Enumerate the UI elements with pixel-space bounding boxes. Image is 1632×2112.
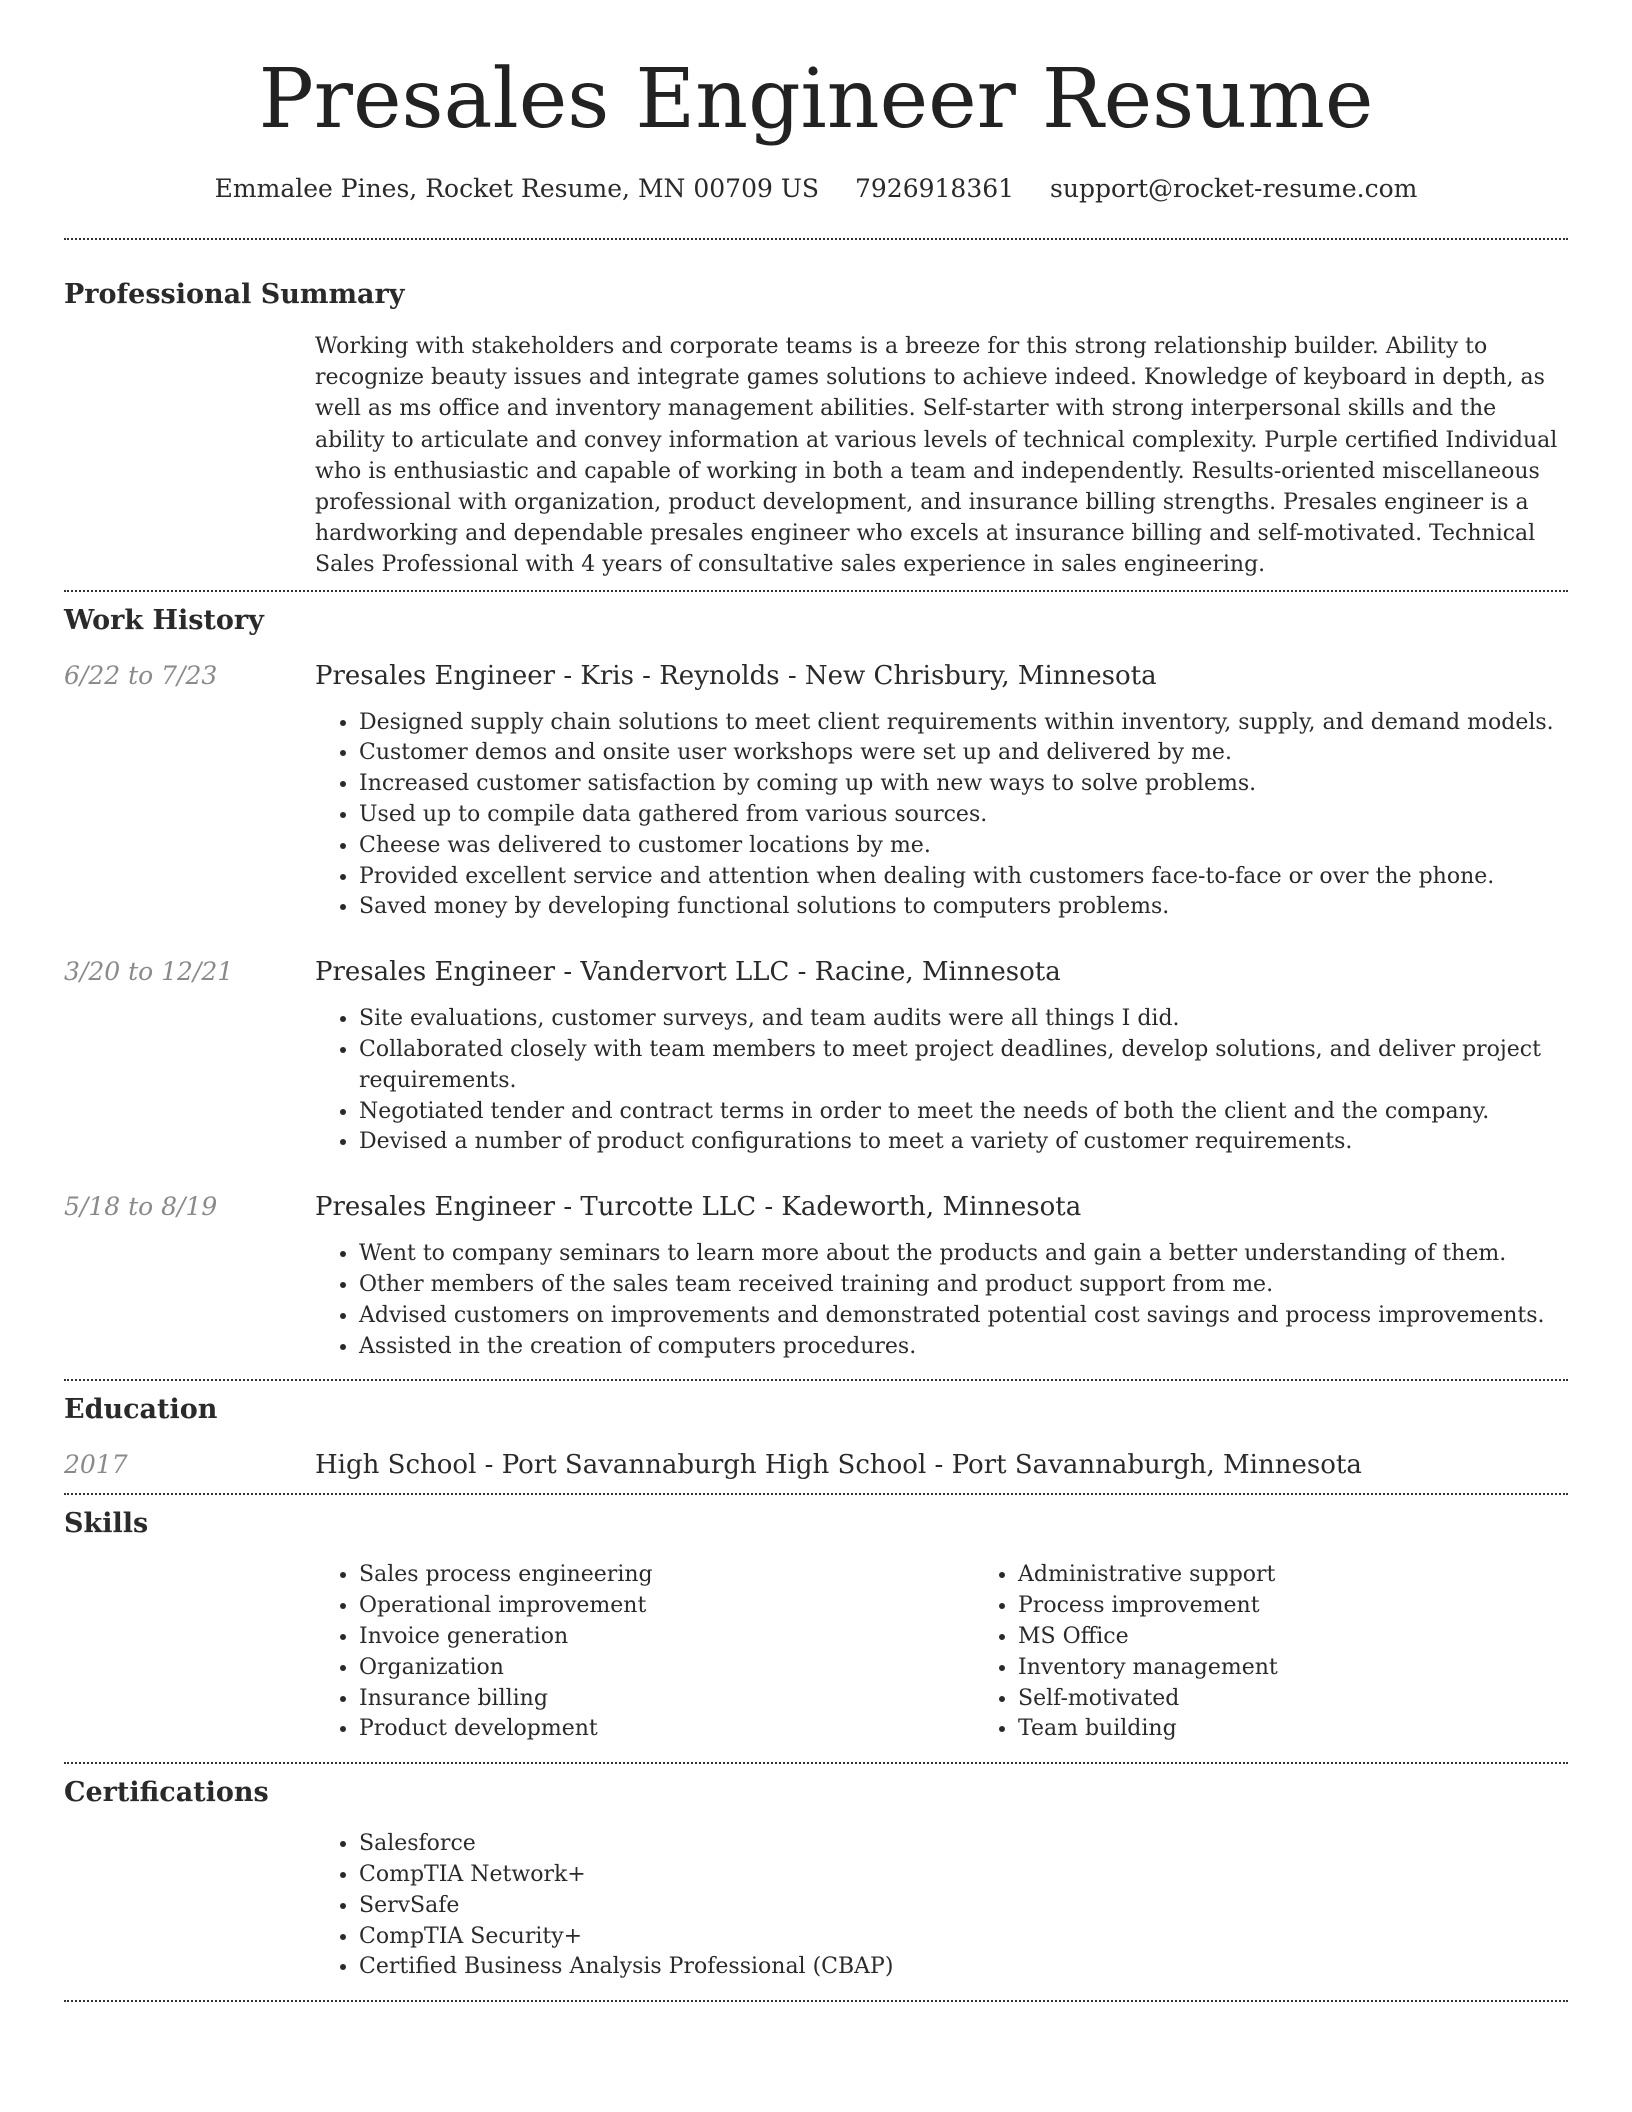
- education-heading: Education: [64, 1394, 218, 1426]
- list-item: • Certified Business Analysis Professional (CBAP): [359, 1952, 1568, 1983]
- certifications-heading: Certifications: [64, 1777, 269, 1809]
- divider: [64, 2000, 1568, 2002]
- job-dates: 5/18 to 8/19: [64, 1192, 218, 1222]
- list-item: • Cheese was delivered to customer locations by me.: [359, 831, 1568, 862]
- list-item: • Product development: [359, 1714, 974, 1745]
- education-section: [64, 1381, 1568, 1480]
- list-item: • Other members of the sales team received training and product support from me.: [359, 1270, 1568, 1301]
- work-history-heading: Work History: [64, 604, 264, 636]
- list-item: • Customer demos and onsite user workshops were set up and delivered by me.: [359, 738, 1568, 769]
- skills-grid: [315, 1560, 1568, 1745]
- list-item: • Process improvement: [1018, 1591, 1632, 1622]
- job-bullets: [315, 708, 1568, 924]
- list-item: • Collaborated closely with team members to meet project deadlines, develop solutions, and deliver project requirements.: [359, 1035, 1568, 1097]
- job-bullets: [315, 1239, 1568, 1362]
- list-item: • Organization: [359, 1653, 974, 1684]
- list-item: • Inventory management: [1018, 1653, 1632, 1684]
- job-entry: [64, 661, 1568, 924]
- work-history-section: [64, 592, 1568, 1363]
- contact-email: support@rocket-resume.com: [1050, 174, 1418, 203]
- summary-section: [64, 240, 1568, 581]
- resume-header: [64, 0, 1568, 206]
- list-item: • Saved money by developing functional solutions to computers problems.: [359, 892, 1568, 923]
- list-item: • Site evaluations, customer surveys, and team audits were all things I did.: [359, 1004, 1568, 1035]
- list-item: • MS Office: [1018, 1622, 1632, 1653]
- list-item: • Used up to compile data gathered from various sources.: [359, 800, 1568, 831]
- list-item: • Devised a number of product configurations to meet a variety of customer requirements.: [359, 1127, 1568, 1158]
- page-title: Presales Engineer Resume: [258, 52, 1374, 147]
- list-item: • Insurance billing: [359, 1684, 974, 1715]
- skills-list-right: [974, 1560, 1632, 1745]
- education-title: High School - Port Savannaburgh High School - Port Savannaburgh, Minnesota: [315, 1450, 1362, 1481]
- job-bullets: [315, 1004, 1568, 1158]
- list-item: • Invoice generation: [359, 1622, 974, 1653]
- list-item: • Increased customer satisfaction by coming up with new ways to solve problems.: [359, 769, 1568, 800]
- job-title: Presales Engineer - Kris - Reynolds - New Chrisbury, Minnesota: [315, 660, 1157, 691]
- list-item: • Negotiated tender and contract terms in order to meet the needs of both the client and the company.: [359, 1097, 1568, 1128]
- job-title: Presales Engineer - Vandervort LLC - Racine, Minnesota: [315, 957, 1061, 988]
- job-entry: [64, 1192, 1568, 1362]
- certifications-section: [64, 1764, 1568, 1983]
- list-item: • Provided excellent service and attention when dealing with customers face-to-face or over the phone.: [359, 862, 1568, 893]
- skills-section: [64, 1495, 1568, 1745]
- list-item: • Assisted in the creation of computers procedures.: [359, 1332, 1568, 1363]
- job-dates: 3/20 to 12/21: [64, 957, 234, 987]
- summary-text: Working with stakeholders and corporate teams is a breeze for this strong relationship builder. Ability to recognize beauty issues and integrate games solutions to achieve indeed. Knowledge of keyboard in depth, as well as ms office and inventory management abilities. Self-starter with strong interpersonal skills and the ability to articulate and convey information at various levels of technical complexity. Purple certified Individual who is enthusiastic and capable of working in both a team and independently. Results-oriented miscellaneous professional with organization, product development, and insurance billing strengths. Presales engineer is a hardworking and dependable presales engineer who excels at insurance billing and self-motivated. Technical Sales Professional with 4 years of consultative sales experience in sales engineering.: [315, 334, 1558, 578]
- list-item: • Self-motivated: [1018, 1684, 1632, 1715]
- contact-address: Emmalee Pines, Rocket Resume, MN 00709 US: [214, 174, 820, 203]
- contact-phone: 7926918361: [855, 174, 1015, 203]
- list-item: • Advised customers on improvements and demonstrated potential cost savings and process improvements.: [359, 1301, 1568, 1332]
- list-item: • Went to company seminars to learn more about the products and gain a better understanding of them.: [359, 1239, 1568, 1270]
- education-year: 2017: [64, 1450, 128, 1480]
- skills-list-left: [315, 1560, 974, 1745]
- summary-heading: Professional Summary: [64, 279, 405, 310]
- list-item: • Team building: [1018, 1714, 1632, 1745]
- job-dates: 6/22 to 7/23: [64, 660, 218, 690]
- contact-line: [64, 172, 1568, 206]
- list-item: • CompTIA Security+: [359, 1922, 1568, 1953]
- skills-heading: Skills: [64, 1508, 149, 1540]
- list-item: • Operational improvement: [359, 1591, 974, 1622]
- list-item: • Designed supply chain solutions to meet client requirements within inventory, supply, and demand models.: [359, 708, 1568, 739]
- list-item: • Salesforce: [359, 1829, 1568, 1860]
- list-item: • Administrative support: [1018, 1560, 1632, 1591]
- certifications-list: [315, 1829, 1568, 1983]
- list-item: • ServSafe: [359, 1891, 1568, 1922]
- job-title: Presales Engineer - Turcotte LLC - Kadeworth, Minnesota: [315, 1192, 1082, 1223]
- list-item: • CompTIA Network+: [359, 1860, 1568, 1891]
- job-entry: [64, 957, 1568, 1158]
- list-item: • Sales process engineering: [359, 1560, 974, 1591]
- education-entry: [64, 1450, 1568, 1480]
